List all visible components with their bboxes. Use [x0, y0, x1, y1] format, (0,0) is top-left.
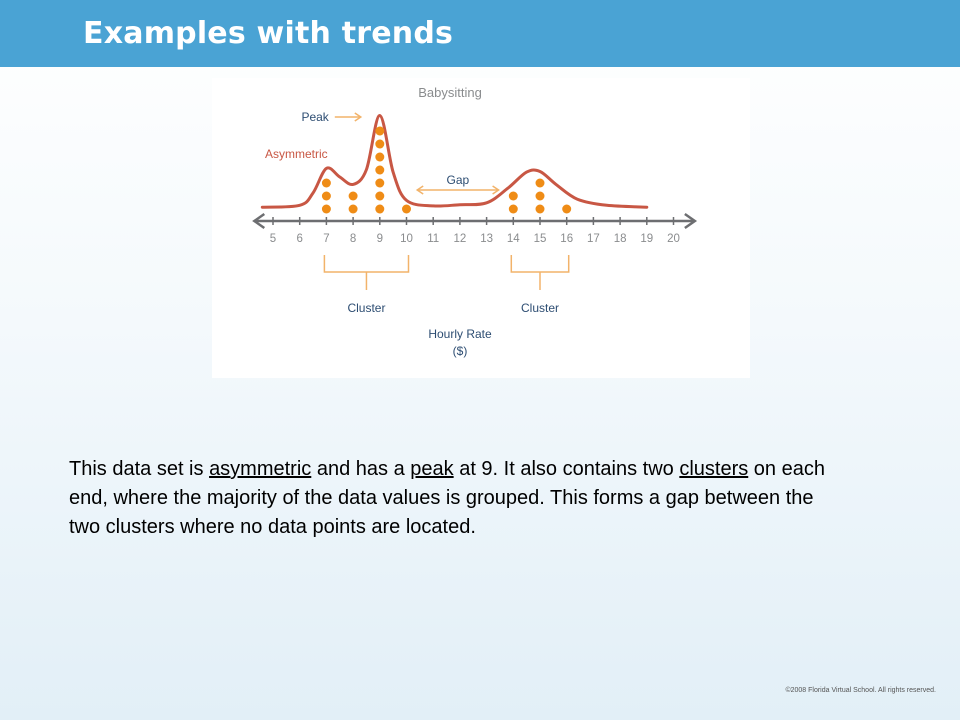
text-segment: This data set is	[69, 458, 210, 480]
text-segment: and has a	[311, 458, 411, 480]
cluster-label: Cluster	[520, 301, 560, 315]
x-tick-label: 16	[560, 233, 574, 245]
dot-plot-chart	[212, 78, 750, 378]
x-tick-label: 17	[587, 233, 600, 245]
copyright-footer: ©2008 Florida Virtual School. All rights reserved.	[785, 687, 936, 694]
x-tick-label: 14	[506, 233, 520, 245]
x-tick-label: 19	[640, 233, 654, 245]
cluster-label: Cluster	[347, 301, 386, 315]
data-dot	[349, 205, 358, 214]
data-dot	[375, 153, 384, 162]
x-tick-label: 20	[667, 233, 680, 245]
data-dot	[322, 205, 331, 214]
text-segment: at 9. It also contains two	[453, 458, 680, 480]
data-dot	[375, 127, 384, 136]
x-tick-label: 12	[453, 233, 467, 245]
term-peak: peak	[410, 458, 454, 480]
data-dot	[509, 205, 518, 214]
data-dot	[322, 179, 331, 188]
data-dot	[536, 179, 545, 188]
data-dot	[349, 192, 358, 201]
cluster-bracket	[511, 255, 568, 272]
explanation-text	[69, 455, 849, 542]
data-dot	[375, 179, 384, 188]
term-clusters: clusters	[679, 458, 749, 480]
x-tick-label: 18	[613, 233, 627, 245]
data-dot	[562, 205, 571, 214]
data-dot	[509, 192, 518, 201]
peak-label: Peak	[301, 110, 329, 124]
data-dot	[402, 205, 411, 214]
chart-title: Babysitting	[418, 85, 482, 100]
x-tick-label: 11	[427, 233, 440, 245]
slide-title: Examples with trends	[83, 16, 454, 51]
x-tick-label: 10	[400, 233, 413, 245]
x-tick-label: 5	[269, 233, 277, 245]
asymmetric-label: Asymmetric	[264, 147, 328, 161]
title-bar	[0, 0, 960, 67]
x-axis-title: Hourly Rate	[428, 327, 492, 341]
x-tick-label: 15	[533, 233, 547, 245]
data-dot	[322, 192, 331, 201]
x-axis-unit: ($)	[452, 344, 468, 358]
x-tick-label: 7	[323, 233, 330, 245]
x-tick-label: 8	[349, 233, 357, 245]
data-dot	[536, 192, 545, 201]
data-dot	[375, 205, 384, 214]
x-tick-label: 6	[296, 233, 303, 245]
term-asymmetric: asymmetric	[209, 458, 312, 480]
data-dot	[375, 140, 384, 149]
dot-plot-figure	[212, 78, 750, 378]
x-tick-label: 13	[480, 233, 493, 245]
distribution-curve	[262, 115, 647, 207]
text-segment: on each end, where the majority of the data values is grouped. This forms a gap between the two clusters where no data points are located.	[69, 458, 825, 538]
x-tick-label: 9	[376, 233, 384, 245]
gap-label: Gap	[446, 173, 470, 187]
data-dot	[536, 205, 545, 214]
data-dot	[375, 166, 384, 175]
data-dot	[375, 192, 384, 201]
cluster-bracket	[324, 255, 408, 272]
